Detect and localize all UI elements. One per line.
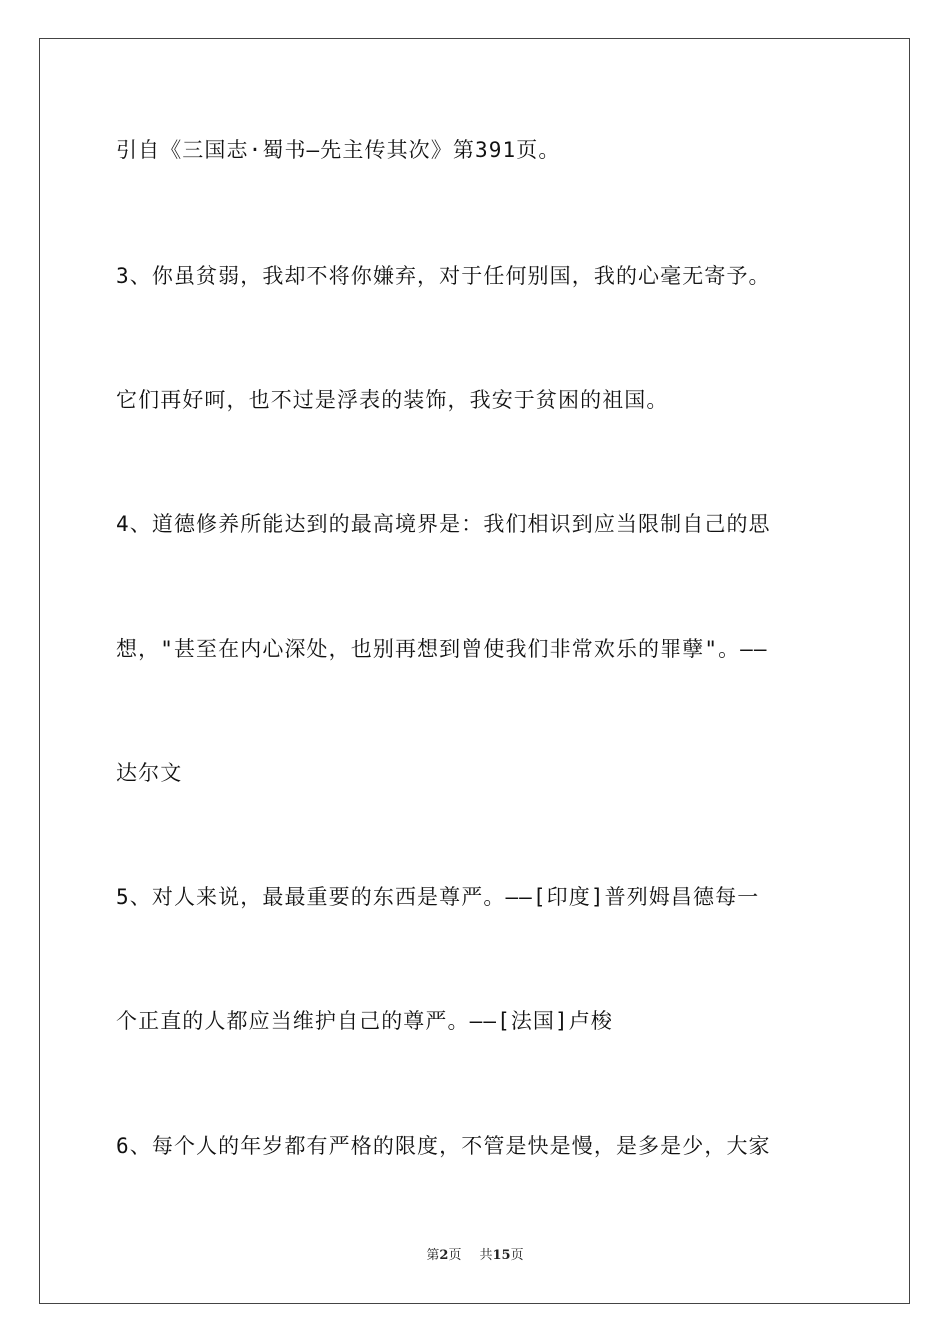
page-number: 2 xyxy=(439,1248,449,1263)
page-prefix: 第 xyxy=(426,1248,440,1263)
text-line-3: 它们再好呵，也不过是浮表的装饰，我安于贫困的祖国。 xyxy=(116,388,669,412)
page-border xyxy=(39,38,910,1304)
page-suffix: 页 xyxy=(448,1248,462,1263)
text-line-5: 想，"甚至在内心深处，也别再想到曾使我们非常欢乐的罪孽"。—— xyxy=(116,637,768,661)
total-pages: 15 xyxy=(492,1248,511,1263)
text-line-6: 达尔文 xyxy=(116,761,183,785)
text-line-8: 个正直的人都应当维护自己的尊严。——[法国]卢梭 xyxy=(116,1009,613,1033)
page-footer xyxy=(0,1247,950,1265)
text-line-4: 4、道德修养所能达到的最高境界是：我们相识到应当限制自己的思 xyxy=(116,512,771,536)
text-line-9: 6、每个人的年岁都有严格的限度，不管是快是慢，是多是少，大家 xyxy=(116,1134,771,1158)
total-suffix: 页 xyxy=(510,1248,524,1263)
text-line-2: 3、你虽贫弱，我却不将你嫌弃，对于任何别国，我的心毫无寄予。 xyxy=(116,264,771,288)
text-line-1: 引自《三国志·蜀书—先主传其次》第391页。 xyxy=(116,138,561,162)
total-prefix: 共 xyxy=(479,1248,493,1263)
text-line-7: 5、对人来说，最最重要的东西是尊严。——[印度]普列姆昌德每一 xyxy=(116,885,760,909)
